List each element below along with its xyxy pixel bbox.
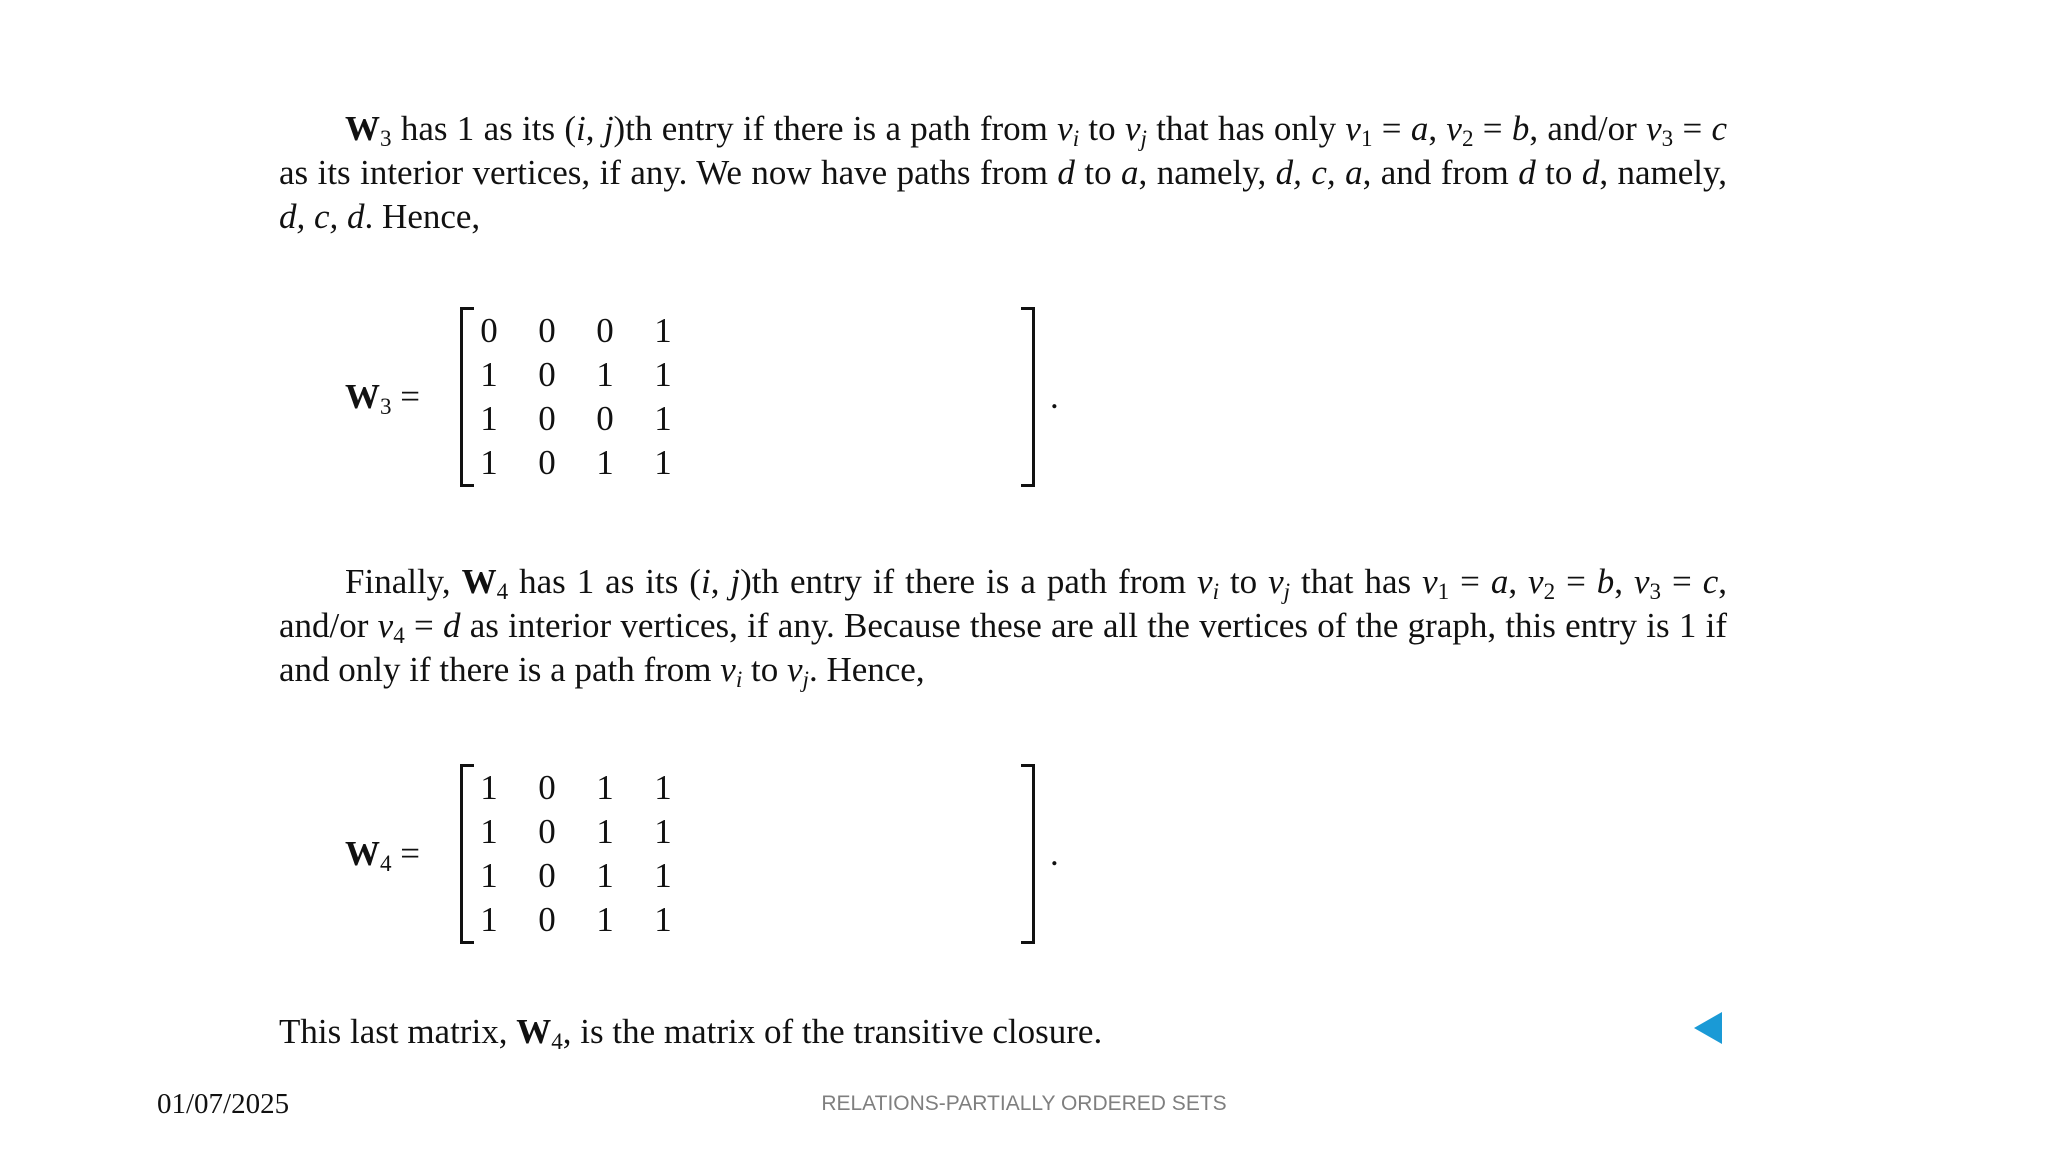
matrix-cell: 1 <box>654 311 672 350</box>
matrix-w3 <box>345 307 1075 487</box>
paragraph-w4-description: Finally, $W_4$ has 1 as its (i, j)th entry if there is a path from $v_i$ to $v_j$ that has $v_1 = a$, $v_2 = b$, $v_3 = c$, and/or $v_4 = d$ as interior vertices, if any. Because these are all the vertices of the graph, this entry is 1 if and only if there is a path from $v_i$ to $v_j$. Hence, <box>279 562 1727 692</box>
matrix-cell: 1 <box>480 399 498 438</box>
matrix-w4-label: $W_4$ = <box>345 834 421 876</box>
right-bracket <box>1021 764 1035 944</box>
matrix-cell: 1 <box>654 768 672 807</box>
matrix-cell: 1 <box>596 812 614 851</box>
footer-title: RELATIONS-PARTIALLY ORDERED SETS <box>821 1092 1227 1115</box>
matrix-cell: 1 <box>480 443 498 482</box>
matrix-cell: 0 <box>538 812 556 851</box>
matrix-cell: 1 <box>654 443 672 482</box>
matrix-cell: 1 <box>480 856 498 895</box>
right-bracket <box>1021 307 1035 487</box>
matrix-period: . <box>1050 834 1059 873</box>
matrix-cell: 1 <box>596 768 614 807</box>
matrix-cell: 1 <box>654 900 672 939</box>
matrix-cell: 1 <box>480 768 498 807</box>
matrix-cell: 0 <box>596 311 614 350</box>
footer-date: 01/07/2025 <box>157 1088 290 1120</box>
conclusion-text: This last matrix, $W_4$, is the matrix of the transitive closure. <box>279 1012 1103 1054</box>
paragraph-w3-description: $W_3$ has 1 as its (i, j)th entry if there is a path from $v_i$ to $v_j$ that has only $v_1 = a$, $v_2 = b$, and/or $v_3 = c$ as its interior vertices, if any. We now have paths from d to a, namely, d, c, a, and from d to d, namely, d, c, d. Hence, <box>279 109 1728 236</box>
matrix-w3-label: $W_3$ = <box>345 377 421 419</box>
matrix-cell: 0 <box>538 768 556 807</box>
matrix-cell: 1 <box>654 355 672 394</box>
matrix-cell: 1 <box>654 812 672 851</box>
matrix-cell: 1 <box>596 355 614 394</box>
matrix-cell: 1 <box>480 900 498 939</box>
matrix-cell: 0 <box>480 311 498 350</box>
matrix-cell: 1 <box>654 399 672 438</box>
matrix-cell: 0 <box>538 399 556 438</box>
matrix-w4 <box>345 764 1075 944</box>
matrix-cell: 0 <box>538 856 556 895</box>
matrix-cell: 1 <box>654 856 672 895</box>
matrix-cell: 1 <box>596 900 614 939</box>
matrix-period: . <box>1050 377 1059 416</box>
matrix-cell: 0 <box>538 355 556 394</box>
matrix-cell: 1 <box>480 812 498 851</box>
matrix-cell: 0 <box>538 443 556 482</box>
matrix-cell: 1 <box>480 355 498 394</box>
matrix-cell: 1 <box>596 856 614 895</box>
matrix-cell: 0 <box>538 311 556 350</box>
back-arrow-icon[interactable] <box>1694 1012 1722 1044</box>
matrix-cell: 1 <box>596 443 614 482</box>
matrix-cell: 0 <box>538 900 556 939</box>
matrix-cell: 0 <box>596 399 614 438</box>
